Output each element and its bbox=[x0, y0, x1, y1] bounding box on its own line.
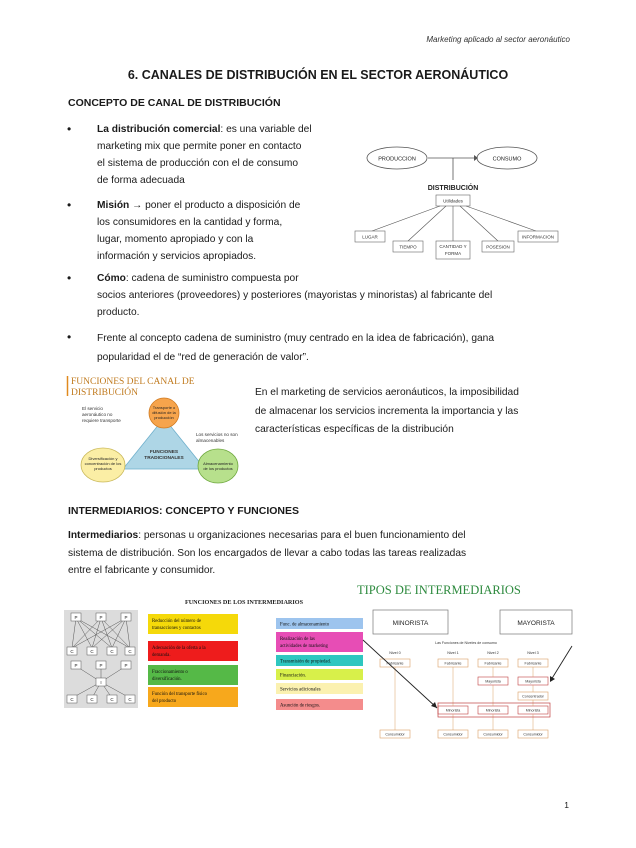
funcion-label: Func. de almacenamiento bbox=[280, 622, 330, 628]
funcion-label: actividades de marketing bbox=[280, 644, 328, 649]
bullet-2-line: los consumidores en la cantidad y forma, bbox=[97, 217, 283, 228]
tipos-node-label: Consumidor bbox=[385, 732, 405, 737]
note-left: El servicio bbox=[82, 406, 103, 411]
section-heading-concepto: CONCEPTO DE CANAL DE DISTRIBUCIÓN bbox=[68, 97, 281, 109]
triangle-label: FUNCIONES bbox=[149, 450, 179, 455]
svg-text:C: C bbox=[128, 697, 132, 702]
paragraph-line: entre el fabricante y consumidor. bbox=[68, 565, 216, 576]
svg-text:P: P bbox=[74, 615, 78, 620]
svg-text:C: C bbox=[128, 649, 132, 654]
tipos-node-label: Consumidor bbox=[523, 732, 543, 737]
intermediarios-paragraph bbox=[68, 527, 568, 580]
note-right: Los servicios no son bbox=[196, 432, 238, 437]
paragraph-line: sistema de distribución. Son los encargados de llevar a cabo todas las tareas realizadas bbox=[68, 547, 467, 559]
svg-text:P: P bbox=[99, 615, 103, 620]
tipos-node-label: Minorista bbox=[485, 708, 501, 713]
minorista-label: MINORISTA bbox=[392, 620, 429, 627]
page-title: 6. CANALES DE DISTRIBUCIÓN EN EL SECTOR AERONÁUTICO bbox=[127, 68, 509, 82]
bullet-1-line: de forma adecuada bbox=[97, 175, 185, 186]
bullet-3-line: : cadena de suministro compuesta por bbox=[125, 273, 299, 284]
funcion-label: Servicios adicionales bbox=[280, 687, 321, 693]
cantidad-label: CANTIDAD Y bbox=[439, 244, 467, 249]
funciones-intermediarios-figure bbox=[62, 594, 367, 719]
funcion-label: Transmisión de propiedad. bbox=[280, 659, 332, 665]
circle-almacenamiento-label: Almacenamiento bbox=[203, 461, 233, 466]
paragraph-line: características específicas de la distribución bbox=[255, 424, 454, 435]
bullet-3-text bbox=[97, 270, 577, 321]
tipos-node-label: Minorista bbox=[445, 708, 461, 713]
bullet-4-line: popularidad el de “red de generación de valor”. bbox=[97, 352, 309, 363]
svg-text:P: P bbox=[124, 615, 128, 620]
funcion-box bbox=[148, 641, 238, 661]
svg-text:P: P bbox=[74, 663, 78, 668]
tipos-title: TIPOS DE INTERMEDIARIOS bbox=[357, 583, 521, 597]
circle-transporte-label: difusión de la bbox=[152, 410, 176, 415]
svg-text:P: P bbox=[99, 663, 103, 668]
paragraph-line: En el marketing de servicios aeronáuticos, la imposibilidad bbox=[255, 387, 519, 398]
tipos-grid bbox=[380, 659, 548, 738]
svg-text:C: C bbox=[70, 697, 74, 702]
bullet-1-line: el sistema de producción con el de consumo bbox=[97, 158, 299, 169]
posesion-label: POSESION bbox=[486, 244, 510, 250]
bullet-3-term: Cómo bbox=[97, 273, 126, 284]
funcion-box bbox=[148, 614, 238, 634]
circle-diversificacion-label: Diversificación y bbox=[88, 456, 118, 461]
svg-text:C: C bbox=[70, 649, 74, 654]
tipos-subtitle: Las Funciones de Niveles de consumo bbox=[435, 641, 497, 645]
funcion-box bbox=[148, 665, 238, 685]
page-number: 1 bbox=[564, 800, 569, 810]
intermediarios-term: Intermediarios bbox=[68, 530, 139, 541]
funciones-right-column bbox=[276, 618, 363, 710]
tipos-node-label: Consumidor bbox=[483, 732, 503, 737]
note-left: aeronáutico no bbox=[82, 412, 113, 417]
servicios-paragraph bbox=[255, 384, 575, 440]
funcion-label: Asunción de riesgos. bbox=[280, 703, 321, 709]
tipos-node-label: Fabricante bbox=[444, 661, 462, 666]
funciones-canal-title: DISTRIBUCIÓN bbox=[71, 388, 139, 398]
svg-text:I: I bbox=[100, 680, 102, 685]
tipos-node-label: Concentrador bbox=[522, 694, 544, 699]
utilidades-label: Utilidades bbox=[443, 198, 463, 204]
bullet-1-dot: • bbox=[67, 122, 72, 136]
funcion-label: Función del transporte físico bbox=[152, 692, 208, 697]
funcion-label: transacciones y contactos bbox=[152, 626, 201, 631]
bullet-3-line: socios anteriores (proveedores) y posteriores (mayoristas y minoristas) al fabricante del bbox=[97, 290, 493, 301]
section-heading-intermediarios: INTERMEDIARIOS: CONCEPTO Y FUNCIONES bbox=[68, 505, 300, 517]
svg-text:C: C bbox=[110, 697, 114, 702]
tipos-node-label: Fabricante bbox=[386, 661, 404, 666]
bullet-4-dot: • bbox=[67, 330, 72, 344]
bullet-1-term: La distribución comercial bbox=[97, 124, 221, 135]
tipos-node-label: Consumidor bbox=[443, 732, 463, 737]
funciones-left-column bbox=[148, 614, 238, 707]
bullet-3-line: producto. bbox=[97, 307, 140, 318]
bullet-2-line: → poner el producto a disposición de bbox=[129, 200, 301, 211]
nivel-label: Nivel 1 bbox=[447, 651, 459, 655]
funcion-label: Reducción del número de bbox=[152, 619, 202, 624]
funcion-label: Realización de las bbox=[280, 637, 315, 642]
tipos-node-label: Mayorista bbox=[525, 679, 541, 684]
svg-text:C: C bbox=[90, 697, 94, 702]
note-left: requiere transporte bbox=[82, 418, 121, 423]
bullet-3-dot: • bbox=[67, 271, 72, 285]
tipos-node-label: Fabricante bbox=[524, 661, 542, 666]
distribucion-label: DISTRIBUCIÓN bbox=[427, 185, 479, 192]
circle-diversificacion-label: concentración de los bbox=[84, 461, 122, 466]
tipos-node-label: Minorista bbox=[525, 708, 541, 713]
funcion-label: Fraccionamiento o bbox=[152, 670, 188, 675]
consumo-label: CONSUMO bbox=[492, 156, 522, 163]
nivel-label: Nivel 3 bbox=[527, 651, 539, 655]
funcion-box bbox=[276, 632, 363, 652]
funcion-label: Adecuación de la oferta a la bbox=[152, 646, 206, 651]
svg-text:C: C bbox=[110, 649, 114, 654]
funciones-intermediarios-title: FUNCIONES DE LOS INTERMEDIARIOS bbox=[184, 599, 304, 606]
note-right: almacenables bbox=[196, 438, 225, 443]
bullet-2-line: información y servicios apropiados. bbox=[97, 251, 257, 262]
tipos-intermediarios-figure bbox=[355, 580, 577, 742]
circle-transporte-label: Transporte o bbox=[152, 405, 176, 410]
mayorista-label: MAYORISTA bbox=[517, 620, 555, 627]
paragraph-line: de almacenar los servicios incrementa la importancia y las bbox=[255, 405, 519, 417]
circle-diversificacion-label: productos bbox=[94, 466, 112, 471]
funcion-label: Financiación. bbox=[280, 673, 306, 679]
produccion-label: PRODUCCION bbox=[378, 156, 416, 163]
funcion-label: del producto bbox=[152, 699, 177, 704]
bullet-2-text bbox=[97, 197, 357, 265]
lugar-label: LUGAR bbox=[362, 234, 378, 240]
svg-text:C: C bbox=[90, 649, 94, 654]
bullet-1-line: marketing mix que permite poner en contacto bbox=[97, 141, 302, 152]
circle-almacenamiento-label: de los productos bbox=[203, 466, 233, 471]
funcion-box bbox=[148, 687, 238, 707]
tiempo-label: TIEMPO bbox=[399, 244, 417, 250]
running-header: Marketing aplicado al sector aeronáutico bbox=[426, 35, 570, 44]
tipos-node-label: Fabricante bbox=[484, 661, 502, 666]
triangle-label: TRADICIONALES bbox=[144, 456, 184, 461]
funciones-canal-title: FUNCIONES DEL CANAL DE bbox=[71, 377, 195, 387]
tipos-niveles bbox=[389, 651, 539, 655]
funcion-label: demanda. bbox=[152, 653, 171, 658]
informacion-label: INFORMACION bbox=[522, 234, 554, 240]
bullet-2-line: lugar, momento apropiado y con la bbox=[97, 234, 254, 245]
funciones-canal-figure bbox=[66, 372, 246, 487]
svg-text:P: P bbox=[124, 663, 128, 668]
paragraph-line: : personas u organizaciones necesarias para el buen funcionamiento del bbox=[138, 530, 466, 541]
nivel-label: Nivel 0 bbox=[389, 651, 401, 655]
arrow-to-mayorista bbox=[551, 646, 572, 680]
bullet-2-term: Misión bbox=[97, 200, 130, 211]
cantidad-label: FORMA bbox=[444, 251, 462, 256]
bullet-1-line: : es una variable del bbox=[220, 124, 312, 135]
bullet-4-line: Frente al concepto cadena de suministro (muy centrado en la idea de fabricación), gana bbox=[97, 333, 494, 344]
bullet-1-text bbox=[97, 121, 357, 189]
distribucion-diagram bbox=[350, 135, 565, 263]
funcion-label: diversificación. bbox=[152, 677, 182, 682]
nivel-label: Nivel 2 bbox=[487, 651, 499, 655]
tipos-node-label: Mayorista bbox=[485, 679, 501, 684]
circle-transporte-label: producción bbox=[154, 415, 174, 420]
bullet-2-dot: • bbox=[67, 198, 72, 212]
bullet-4-text bbox=[97, 329, 577, 367]
